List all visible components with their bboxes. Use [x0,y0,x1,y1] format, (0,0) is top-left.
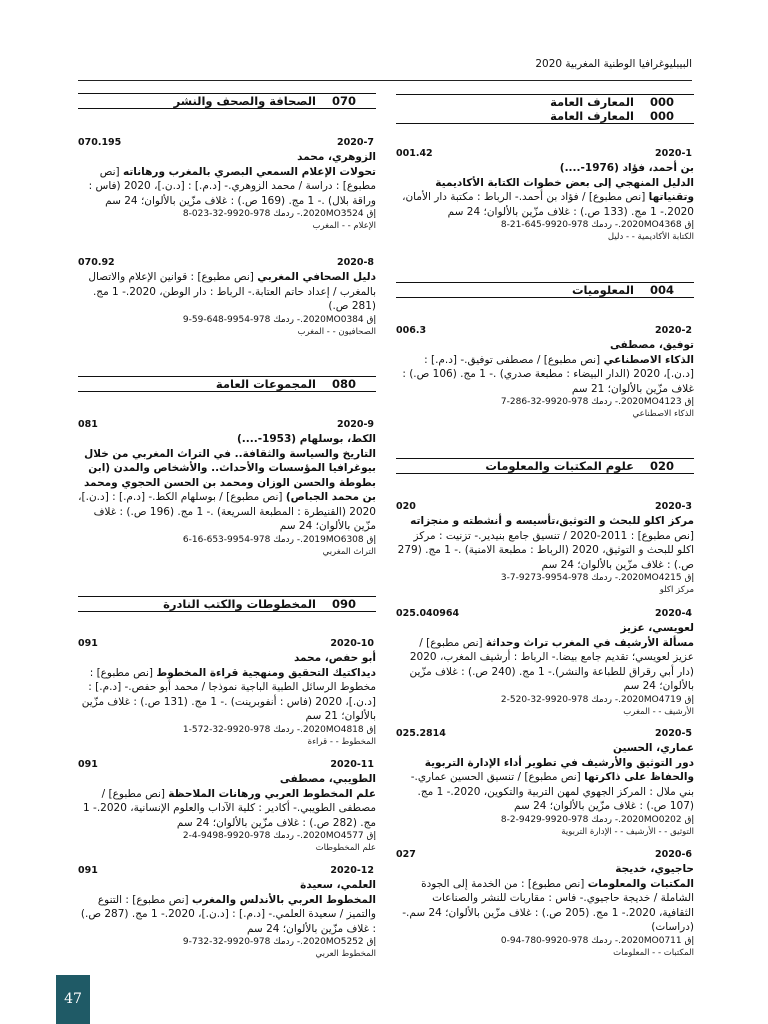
bibliographic-entry [78,864,376,960]
entry-number: 2020-2 [655,325,692,336]
entry-author: عماري، الحسين [613,742,694,754]
entry-title: مسألة الأرشيف في المغرب تراث وحداثة [485,636,694,649]
entry-subject: مركز اكلو [659,585,694,595]
entry-title: الدليل المنهجي إلى بعض خطوات الكتابة الأكاديمية وتقنياتها [435,176,694,203]
entry-number: 2020-3 [655,501,692,512]
entry-description [396,353,694,397]
section-code: 070 [331,94,356,108]
classification-number: 025.040964 [396,608,460,619]
page-number: 47 [56,975,90,1024]
section-heading-000 [396,94,694,124]
entry-number: 2020-5 [655,728,692,739]
entry-number: 2020-10 [330,638,374,649]
entry-subject: الإعلام - - المغرب [312,221,376,231]
entry-record: إق 2020MO3524.- ردمك 978-9920-32-023-8 [182,209,376,219]
entry-record: إق 2020MO0202.- ردمك 978-9920-9429-2-8 [500,814,694,825]
entry-number: 2020-12 [330,865,374,876]
entry-author: بن أحمد، فؤاد (1976-....) [559,162,694,174]
classification-number: 025.2814 [396,728,446,739]
entry-body: [نص مطبوع] : 2011-2020 / تنسيق جامع بنيدير.- تزنيت : مركز اكلو للبحث و التوثيق، 2020 (الرباط : مطبعة الامنية) .- 1 مج. (279 ص.) : غلاف مزّين بالألوان؛ 24 سم [397,529,694,571]
entry-description [78,893,376,937]
section-code: 080 [331,377,356,391]
entry-title: التاريخ والسياسة والثقافة.. في التراث المغربي من خلال بيوغرافيا المؤسسات والأحداث.. والأشخاص والمدن (ابن بطوطة والحسن الوزان ومحمد بن الحسن الحجوي ومحمد بن محمد الجباص) [83,447,376,503]
entry-description [396,636,694,694]
entry-title: تحولات الإعلام السمعي البصري بالمغرب ورهاناته [122,165,376,178]
entry-subject: الصحافيون - - المغرب [297,326,376,337]
entry-record: إق 2020MO0711.- ردمك 978-9920-780-94-0 [500,935,694,946]
bibliographic-entry [396,607,694,718]
entry-number: 2020-1 [655,148,692,159]
bibliographic-entry [396,500,694,596]
entry-record: إق 2020MO4577.- ردمك 978-9920-9498-4-2 [182,831,376,841]
bibliographic-entry [396,848,694,959]
entry-body: [نص مطبوع] / عزيز لعويسي؛ تقديم جامع بيضا.- الرباط : أرشيف المغرب، 2020 (دار أبي رقراق للطباعة والنشر).- 1 مج. (240 ص.) : غلاف مزّين بالألوان؛ 24 سم [409,636,694,692]
bibliographic-entry [78,256,376,338]
entry-title: مركز اكلو للبحث و التوثيق،تأسيسه و أنشطته و منجزاته [410,515,694,527]
entry-title: المكتبات والمعلومات [587,877,694,890]
entry-number: 2020-6 [655,849,692,860]
bibliographic-entry [78,758,376,854]
entry-number: 2020-8 [337,257,374,268]
entry-body: [نص مطبوع] / مصطفى الطويبي.- أكادير : كلية الآداب والعلوم الإنسانية، 2020.- 1 مج. (282 ص.) : غلاف مزّين بالألوان؛ 24 سم [83,787,376,829]
entry-description [396,176,694,220]
entry-subject: الأرشيف - - المغرب [623,706,694,717]
entry-record: إق 2020MO4818.- ردمك 978-9920-32-572-1 [182,724,376,735]
classification-number: 070.195 [78,137,122,148]
entry-subject: الذكاء الاصطناعي [632,409,694,419]
entry-body: [نص مطبوع] / بوسلهام الكط.- [د.م.] : [د.ن.]، 2020 (القنيطرة : المطبعة السريعة) .- 1 مج. (196 ص.) : غلاف مزّين بالألوان؛ 24 سم [78,491,376,532]
entry-title: دور التوثيق والأرشيف في تطوير أداء الإدارة التربوية والحفاظ على ذاكرتها [424,756,694,783]
section-title: الصحافة والصحف والنشر [173,94,316,108]
entry-body: [نص مطبوع] : من الخدمة إلى الجودة الشاملة / خديجة حاجيوي.- فاس : مقاربات للنشر والصناعات الثقافية، 2020.- 1 مج. (205 ص.) : غلاف مزّين بالألوان؛ 24 سم.- (دراسات) [402,877,694,933]
entry-subject: التراث المغربي [322,546,376,557]
classification-number: 027 [396,849,416,860]
entry-title: الذكاء الاصطناعي [603,353,694,366]
entry-record: إق 2020MO4123.- ردمك 978-9920-32-286-7 [500,397,694,407]
bibliographic-entry [396,727,694,838]
section-heading-070 [78,93,376,109]
entry-description [78,447,376,534]
entry-record: إق 2020MO0384.- ردمك 978-9954-648-59-9 [182,314,376,325]
entry-record: إق 2020MO5252.- ردمك 978-9920-32-732-9 [182,937,376,947]
entry-author: الطويبي، مصطفى [279,773,376,785]
bibliographic-entry [78,418,376,558]
entry-author: العلمي، سعيدة [300,879,376,891]
entry-description [396,877,694,935]
entry-title: ديداكتيك التحقيق ومنهجية قراءة المخطوط [156,666,376,679]
section-heading-020 [396,458,694,474]
classification-number: 081 [78,419,98,430]
entry-description [78,165,376,209]
bibliographic-entry [78,136,376,232]
section-title: علوم المكتبات والمعلومات [485,459,634,473]
entry-title: دليل الصحافي المغربي [257,271,376,283]
entry-subject: المخطوط - - قراءة [307,736,376,747]
entry-record: إق 2019MO6308.- ردمك 978-9954-653-16-6 [182,534,376,545]
entry-description [78,787,376,831]
entry-record: إق 2020MO4215.- ردمك 978-9954-9273-7-3 [500,573,694,583]
entry-number: 2020-4 [655,608,692,619]
section-code: 000 [649,109,674,123]
entry-author: توفيق، مصطفى [609,339,694,351]
bibliographic-entry [396,324,694,420]
section-code: 090 [331,597,356,611]
section-code: 004 [649,283,674,297]
section-title: المعارف العامة [550,95,634,109]
bibliographic-entry [78,637,376,748]
section-code: 000 [649,95,674,109]
entry-body: [نص مطبوع] / تنسيق الحسين عماري.- بني ملال : المركز الجهوي لمهن التربية والتكوين، 2020.- 1 مج. (107 ص.) : غلاف مزّين بالألوان؛ 24 سم [410,771,694,812]
entry-body: [نص مطبوع] : التنوع والتميز / سعيدة العلمي.- [د.م.] : [د.ن.]، 2020.- 1 مج. (287 ص.) : غلاف مزّين بالألوان؛ 24 سم [80,893,376,935]
entry-record: إق 2020MO4368.- ردمك 978-9920-645-21-8 [500,220,694,230]
section-title: المعارف العامة [550,109,634,123]
entry-author: الزوهري، محمد [297,151,376,163]
classification-number: 070.92 [78,257,115,268]
entry-author: لعويسي، عزيز [620,622,694,634]
entry-number: 2020-7 [337,137,374,148]
classification-number: 091 [78,638,98,649]
entry-description [78,666,376,724]
entry-subject: علم المخطوطات [315,843,376,853]
header-rule [78,80,692,81]
entry-body: [نص مطبوع] / مصطفى توفيق.- [د.م.] : [د.ن.]، 2020 (الدار البيضاء : مطبعة صدري) .- 1 مج. (106 ص.) : غلاف مزّين بالألوان؛ 21 سم [402,353,694,395]
section-code: 020 [649,459,674,473]
classification-number: 001.42 [396,148,433,159]
section-title: المعلوميات [571,283,634,297]
entry-body: [نص مطبوع] : قوانين الإعلام والاتصال بالمغرب / إعداد حاتم العتابة.- الرباط : دار الوطن، 2020.- 1 مج. (281 ص.) [88,271,376,312]
section-heading-004 [396,282,694,298]
section-heading-080 [78,376,376,392]
entry-body: [نص مطبوع] : مخطوط الرسائل الطبية الباجية نموذجا / محمد أبو حفص.- [د.م.] : [د.ن.]، 2020 (فاس : أنفوبرينت) .- 1 مج. (131 ص.) : غلاف مزّين بالألوان؛ 21 سم [81,666,376,722]
section-title: المجموعات العامة [215,377,316,391]
entry-title: المخطوط العربي بالأندلس والمغرب [191,893,376,906]
classification-number: 091 [78,865,98,876]
entry-body: [نص مطبوع] : دراسة / محمد الزوهري.- [د.م.] : [د.ن.]، 2020 (فاس : وراقة بلال) .- 1 مج. (169 ص.) : غلاف مزّين بالألوان؛ 24 سم [88,165,376,207]
entry-description [396,514,694,572]
entry-author: أبو حفص، محمد [293,652,376,664]
running-header: البيبليوغرافيا الوطنية المغربية 2020 [535,58,692,70]
entry-number: 2020-9 [337,419,374,430]
entry-subject: المكتبات - - المعلومات [613,947,694,958]
classification-number: 091 [78,759,98,770]
classification-number: 020 [396,501,416,512]
entry-body: [نص مطبوع] / فؤاد بن أحمد.- الرباط : مكتبة دار الأمان، 2020.- 1 مج. (133 ص.) : غلاف مزّين بالألوان؛ 24 سم [402,191,694,218]
section-title: المخطوطات والكتب النادرة [163,597,316,611]
entry-subject: التوثيق - - الأرشيف - - الإدارة التربوية [561,826,694,837]
entry-number: 2020-11 [330,759,374,770]
entry-description [78,270,376,314]
entry-title: علم المخطوط العربي ورهانات الملاحظة [168,787,376,800]
bibliographic-entry [396,147,694,243]
section-heading-090 [78,596,376,612]
entry-subject: المخطوط العربي [315,949,376,959]
entry-record: إق 2020MO4719.- ردمك 978-9920-32-520-2 [500,694,694,705]
entry-description [396,756,694,814]
classification-number: 006.3 [396,325,427,336]
entry-author: حاجيوي، خديجة [615,863,694,875]
entry-author: الكط، بوسلهام (1953-....) [236,433,376,445]
entry-subject: الكتابة الأكاديمية - - دليل [607,232,694,242]
